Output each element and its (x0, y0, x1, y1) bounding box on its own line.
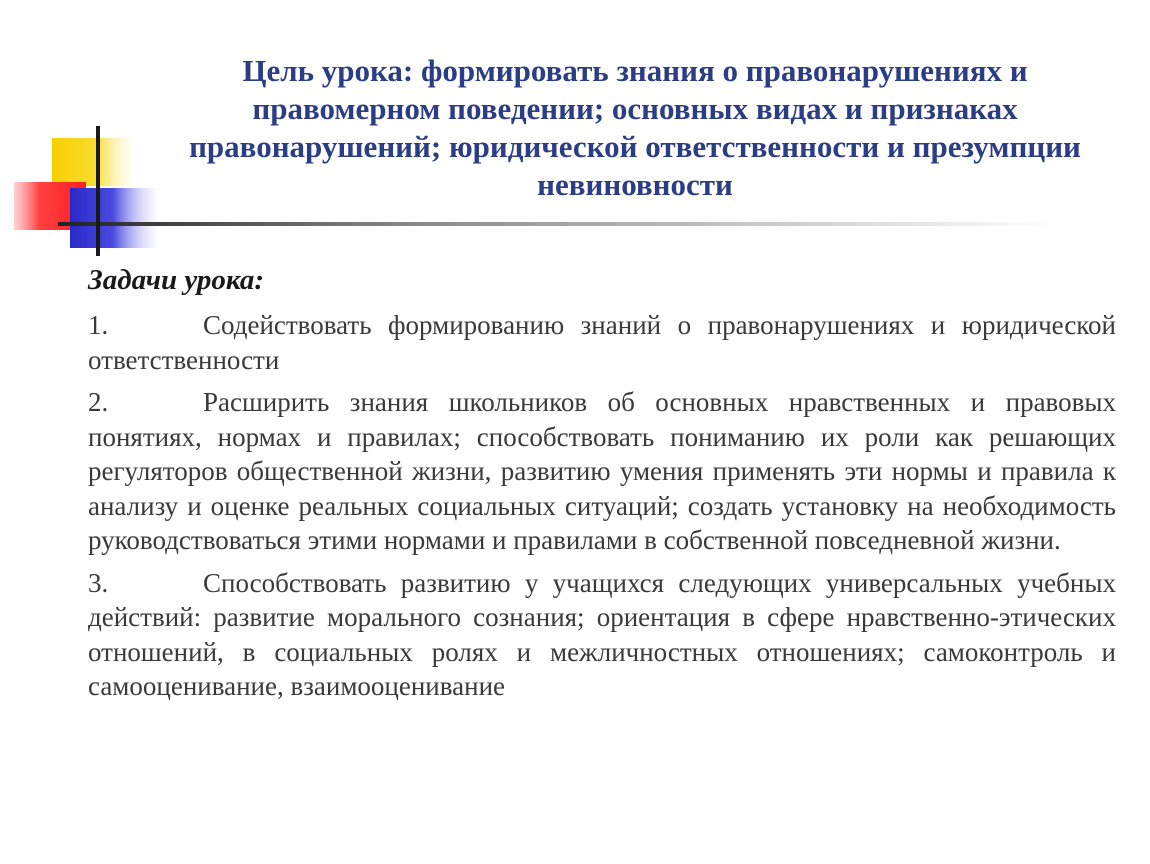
task-text: Содействовать формированию знаний о правонарушениях и юридической ответственности (88, 310, 1116, 375)
blue-square (70, 188, 156, 248)
task-number: 2. (88, 387, 109, 417)
task-text: Расширить знания школьников об основных нравственных и правовых понятиях, нормах и правилах; способствовать пониманию их роли как решающих регуляторов общественной жизни, развитию умения применять эти нормы и правила к анализу и оценке реальных социальных ситуаций; создать установку на необходимость руководствоваться этими нормами и правилами в собственной повседневной жизни. (88, 387, 1116, 555)
task-number: 1. (88, 310, 109, 340)
tasks-section (88, 262, 1116, 712)
task-item-3 (88, 566, 1116, 704)
yellow-square (52, 138, 132, 186)
slide-title: Цель урока: формировать знания о правонарушениях и правомерном поведении; основных видах и признаках правонарушений; юридической ответственности и презумпции невиновности (189, 53, 1081, 202)
horizontal-rule (58, 222, 1058, 226)
task-item-2 (88, 385, 1116, 558)
tasks-heading: Задачи урока: (88, 264, 264, 296)
task-text: Способствовать развитию у учащихся следующих универсальных учебных действий: развитие морального сознания; ориентация в сфере нравственно-этических отношений, в социальных ролях и межличностных отношениях; самоконтроль и самооценивание, взаимооценивание (88, 567, 1116, 701)
task-item-1 (88, 308, 1116, 377)
task-number: 3. (88, 567, 109, 598)
vertical-rule (96, 126, 100, 256)
